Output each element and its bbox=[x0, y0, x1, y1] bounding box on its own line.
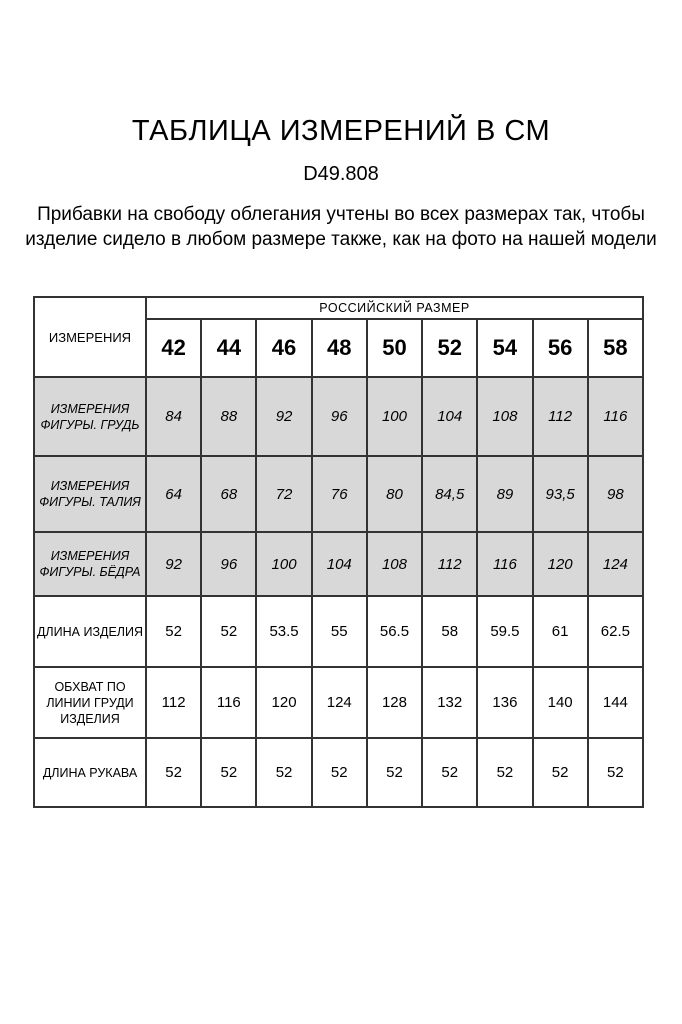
size-header: 50 bbox=[367, 319, 422, 377]
value-cell: 62.5 bbox=[588, 596, 643, 667]
value-cell: 52 bbox=[312, 738, 367, 807]
row-label: ИЗМЕРЕНИЯ ФИГУРЫ. БЁДРА bbox=[34, 532, 146, 596]
value-cell: 116 bbox=[588, 377, 643, 456]
value-cell: 80 bbox=[367, 456, 422, 532]
table-group-header-row bbox=[34, 297, 643, 319]
value-cell: 104 bbox=[312, 532, 367, 596]
value-cell: 58 bbox=[422, 596, 477, 667]
size-header: 54 bbox=[477, 319, 532, 377]
value-cell: 52 bbox=[367, 738, 422, 807]
value-cell: 52 bbox=[422, 738, 477, 807]
value-cell: 144 bbox=[588, 667, 643, 738]
value-cell: 128 bbox=[367, 667, 422, 738]
value-cell: 53.5 bbox=[256, 596, 311, 667]
group-header: РОССИЙСКИЙ РАЗМЕР bbox=[146, 297, 643, 319]
value-cell: 112 bbox=[533, 377, 588, 456]
value-cell: 112 bbox=[422, 532, 477, 596]
value-cell: 93,5 bbox=[533, 456, 588, 532]
value-cell: 92 bbox=[256, 377, 311, 456]
value-cell: 104 bbox=[422, 377, 477, 456]
value-cell: 88 bbox=[201, 377, 256, 456]
fit-note: Прибавки на свободу облегания учтены во всех размерах так, чтобы изделие сидело в любом размере также, как на фото на нашей модели bbox=[25, 204, 657, 250]
row-label: ИЗМЕРЕНИЯ ФИГУРЫ. ТАЛИЯ bbox=[34, 456, 146, 532]
value-cell: 124 bbox=[588, 532, 643, 596]
value-cell: 120 bbox=[533, 532, 588, 596]
value-cell: 68 bbox=[201, 456, 256, 532]
value-cell: 52 bbox=[477, 738, 532, 807]
value-cell: 120 bbox=[256, 667, 311, 738]
size-header: 52 bbox=[422, 319, 477, 377]
value-cell: 108 bbox=[477, 377, 532, 456]
size-header: 42 bbox=[146, 319, 201, 377]
value-cell: 89 bbox=[477, 456, 532, 532]
table-row-figure-waist bbox=[34, 456, 643, 532]
row-label: ДЛИНА ИЗДЕЛИЯ bbox=[34, 596, 146, 667]
value-cell: 92 bbox=[146, 532, 201, 596]
value-cell: 84 bbox=[146, 377, 201, 456]
row-label: ДЛИНА РУКАВА bbox=[34, 738, 146, 807]
value-cell: 52 bbox=[256, 738, 311, 807]
table-row-figure-chest bbox=[34, 377, 643, 456]
value-cell: 116 bbox=[201, 667, 256, 738]
value-cell: 52 bbox=[201, 596, 256, 667]
value-cell: 136 bbox=[477, 667, 532, 738]
table-row-item-length bbox=[34, 596, 643, 667]
value-cell: 55 bbox=[312, 596, 367, 667]
article-code: D49.808 bbox=[303, 163, 379, 185]
value-cell: 52 bbox=[146, 596, 201, 667]
value-cell: 52 bbox=[146, 738, 201, 807]
value-cell: 59.5 bbox=[477, 596, 532, 667]
value-cell: 52 bbox=[201, 738, 256, 807]
size-header: 46 bbox=[256, 319, 311, 377]
page-title: ТАБЛИЦА ИЗМЕРЕНИЙ В СМ bbox=[131, 115, 551, 147]
row-label: ИЗМЕРЕНИЯ ФИГУРЫ. ГРУДЬ bbox=[34, 377, 146, 456]
value-cell: 140 bbox=[533, 667, 588, 738]
value-cell: 108 bbox=[367, 532, 422, 596]
value-cell: 132 bbox=[422, 667, 477, 738]
value-cell: 96 bbox=[312, 377, 367, 456]
value-cell: 112 bbox=[146, 667, 201, 738]
value-cell: 52 bbox=[533, 738, 588, 807]
size-header: 48 bbox=[312, 319, 367, 377]
value-cell: 100 bbox=[256, 532, 311, 596]
value-cell: 64 bbox=[146, 456, 201, 532]
value-cell: 76 bbox=[312, 456, 367, 532]
row-label: ОБХВАТ ПО ЛИНИИ ГРУДИ ИЗДЕЛИЯ bbox=[34, 667, 146, 738]
size-header: 56 bbox=[533, 319, 588, 377]
size-header: 58 bbox=[588, 319, 643, 377]
value-cell: 100 bbox=[367, 377, 422, 456]
value-cell: 124 bbox=[312, 667, 367, 738]
table-row-figure-hips bbox=[34, 532, 643, 596]
table-row-chest-girth bbox=[34, 667, 643, 738]
value-cell: 84,5 bbox=[422, 456, 477, 532]
value-cell: 52 bbox=[588, 738, 643, 807]
value-cell: 56.5 bbox=[367, 596, 422, 667]
value-cell: 72 bbox=[256, 456, 311, 532]
value-cell: 98 bbox=[588, 456, 643, 532]
size-header: 44 bbox=[201, 319, 256, 377]
value-cell: 96 bbox=[201, 532, 256, 596]
value-cell: 116 bbox=[477, 532, 532, 596]
table-row-sleeve-length bbox=[34, 738, 643, 807]
corner-header: ИЗМЕРЕНИЯ bbox=[34, 297, 146, 377]
value-cell: 61 bbox=[533, 596, 588, 667]
size-table bbox=[33, 296, 644, 808]
header-block bbox=[0, 0, 682, 252]
